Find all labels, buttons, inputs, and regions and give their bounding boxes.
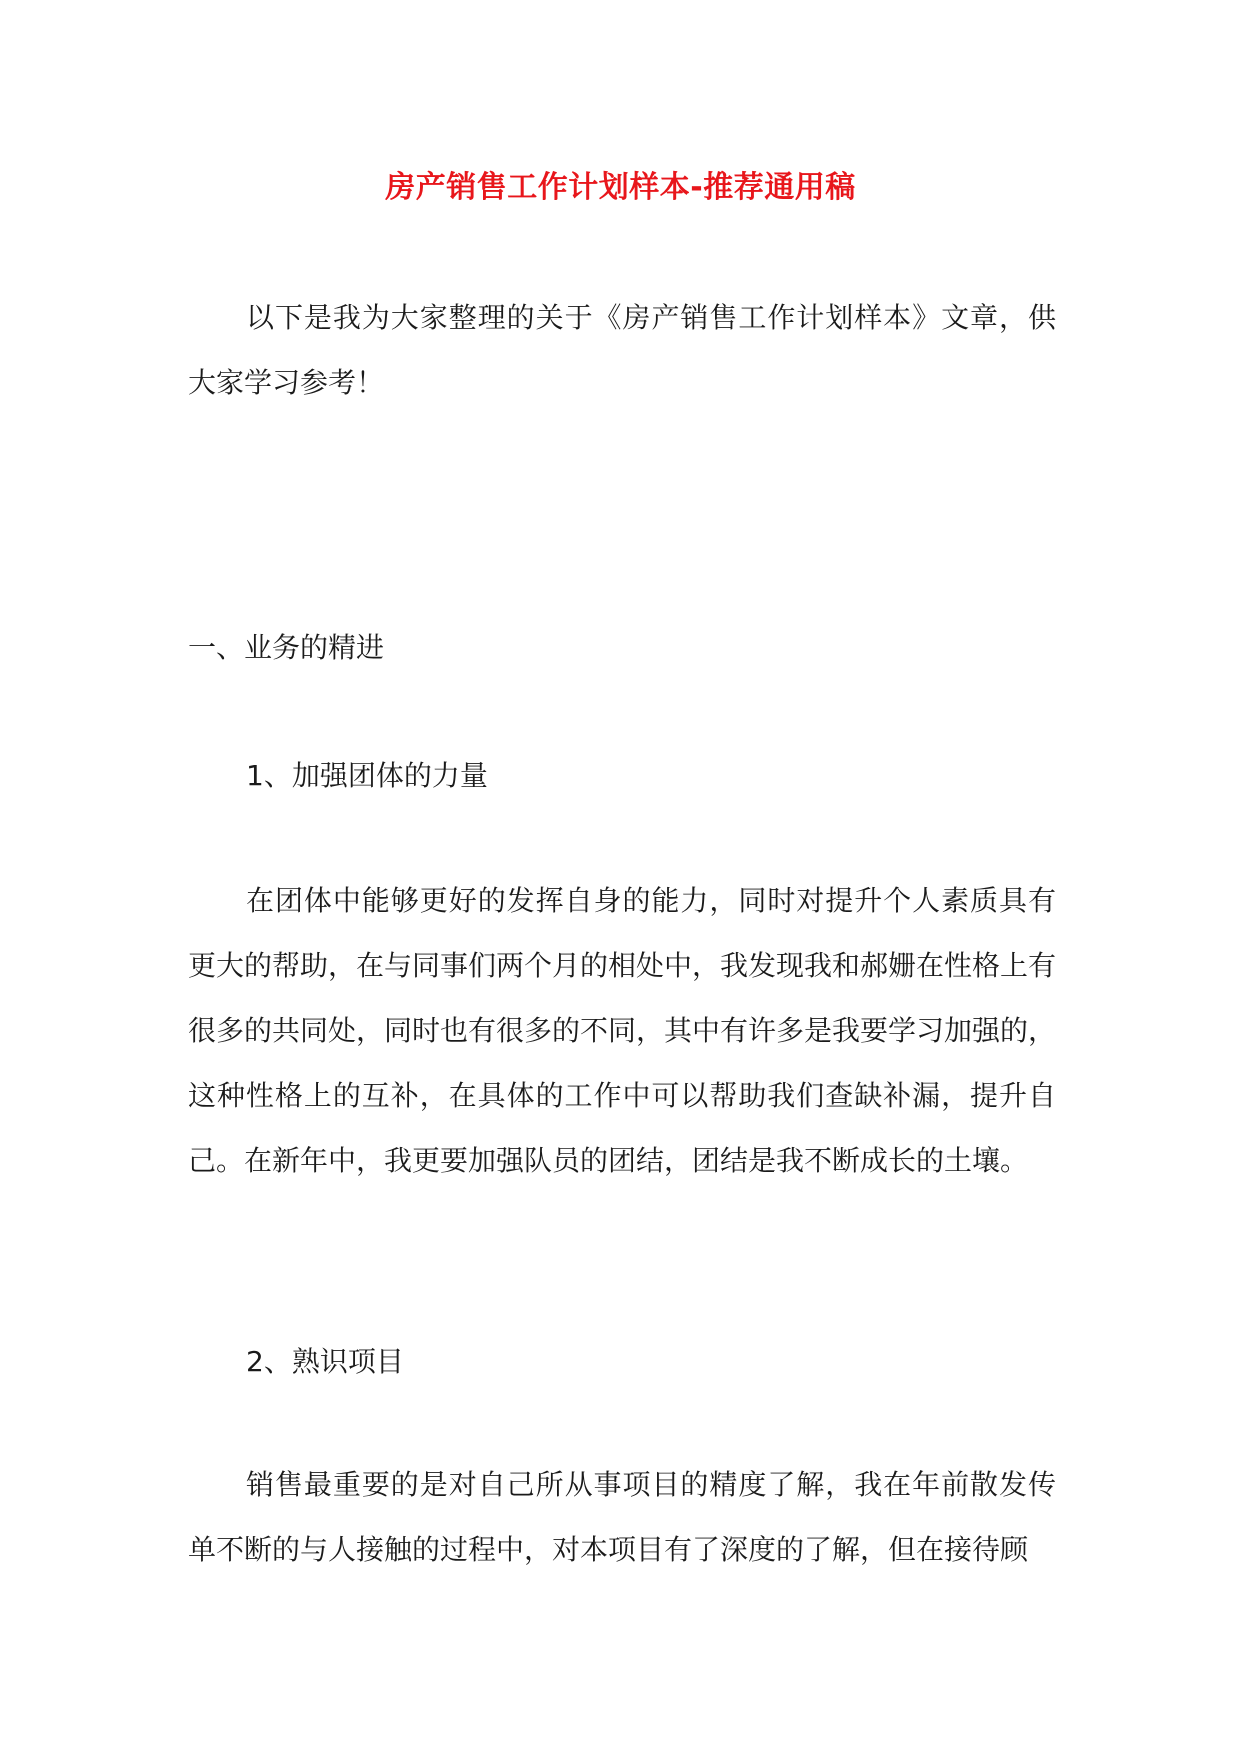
subsection-heading-project: 2、熟识项目 (246, 1345, 404, 1378)
document-title: 房产销售工作计划样本-推荐通用稿 (385, 170, 856, 205)
section-heading-business: 一、业务的精进 (188, 631, 385, 664)
intro-paragraph: 以下是我为大家整理的关于《房产销售工作计划样本》文章，供大家学习参考！ (188, 301, 1056, 399)
project-paragraph: 销售最重要的是对自己所从事项目的精度了解，我在年前散发传单不断的与人接触的过程中，对本项目有了深度的了解，但在接待顾 (188, 1468, 1056, 1566)
team-paragraph: 在团体中能够更好的发挥自身的能力，同时对提升个人素质具有更大的帮助，在与同事们两个月的相处中，我发现我和郝姗在性格上有很多的共同处，同时也有很多的不同，其中有许多是我要学习加强的，这种性格上的互补，在具体的工作中可以帮助我们查缺补漏，提升自己。在新年中，我更要加强队员的团结，团结是我不断成长的土壤。 (188, 884, 1057, 1177)
subsection-heading-team: 1、加强团体的力量 (246, 759, 488, 792)
